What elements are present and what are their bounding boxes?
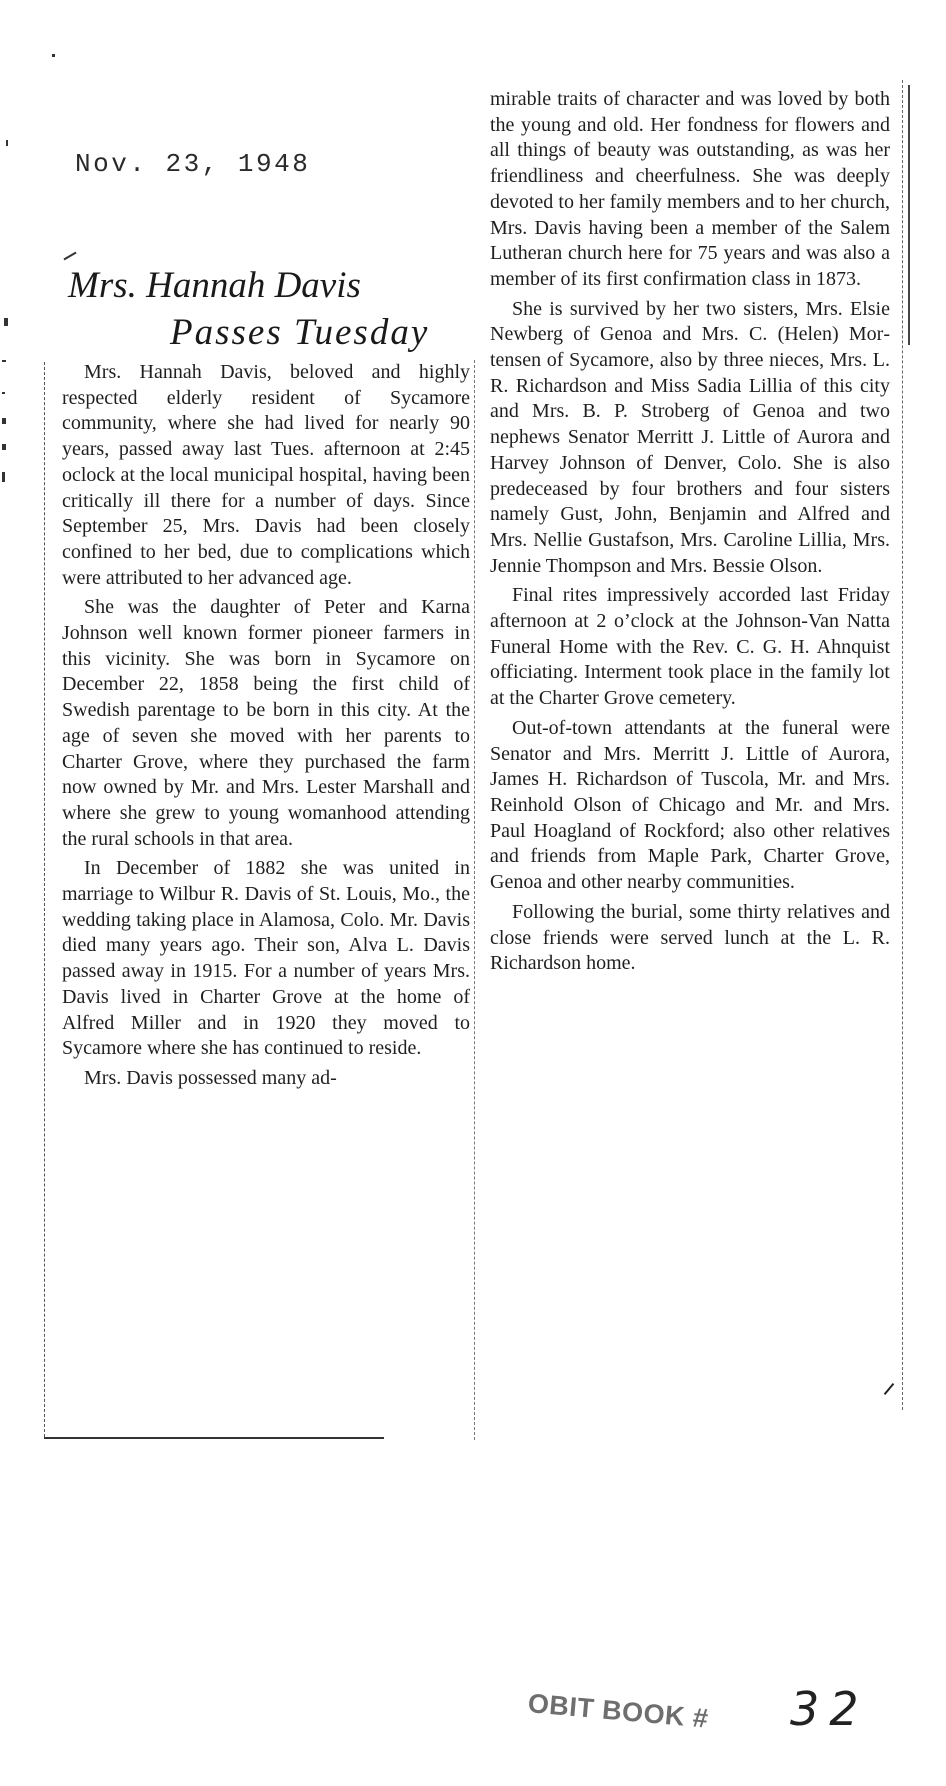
article-paragraph: Final rites impressively accorded last Friday afternoon at 2 o’clock at the Johnson-Van Natta Funeral Home with the Rev. C. G. H. Ahnquist officiating. Interment took place in the family lot at the Charter Grove cemetery. (490, 584, 890, 710)
scan-speck (2, 444, 6, 450)
article-paragraph: Mrs. Davis possessed many ad- (84, 1066, 337, 1089)
article-paragraph: She is survived by her two sisters, Mrs. Elsie Newberg of Genoa and Mrs. C. (Helen) Mortensen of Sycamore, also by three nieces, Mrs. L. R. Richardson and Miss Sadia Lillia of this city and Mrs. B. P. Stroberg of Genoa and two nephews Senator Merritt J. Little of Aurora and Harvey Johnson of Denver, Colo. She is also predeceased by four brothers and four sisters namely Gust, John, Benjamin and Alfred and Mrs. Nellie Gustafson, Mrs. Caroline Lillia, Mrs. Jennie Thompson and Mrs. Bessie Olson. (490, 297, 890, 577)
column-rule-right-heavy (908, 85, 910, 345)
article-paragraph: mirable traits of character and was loved by both the young and old. Her fondness for flowers and all things of beauty was outstanding, as was her friendliness and cheerfulness. She was deeply devoted to her family members and to her church, Mrs. Davis having been a member of the Salem Lutheran church here for 75 years and was also a member of its first confirmation class in 1873. (490, 88, 890, 290)
column-rule-bottom (44, 1437, 384, 1439)
article-paragraph: In December of 1882 she was united in marriage to Wilbur R. Davis of St. Louis, Mo., the wedding taking place in Alamosa, Colo. Mr. Davis died many years ago. Their son, Alva L. Davis passed away in 1915. For a number of years Mrs. Davis lived in Charter Grove at the home of Alfred Miller and in 1920 they moved to Sycamore where she has continued to reside. (62, 857, 470, 1060)
obit-book-stamp: OBIT BOOK # (526, 1688, 710, 1734)
clipping-date: Nov. 23, 1948 (75, 149, 311, 179)
handwritten-book-number: 32 (790, 1682, 869, 1736)
article-paragraph: Following the burial, some thirty relatives and close friends were served lunch at the L. R. Richardson home. (490, 900, 890, 975)
headline (60, 262, 480, 356)
scan-speck (2, 418, 6, 424)
headline-line-2: Passes Tuesday (170, 312, 430, 353)
column-rule-middle (474, 360, 475, 1440)
pen-tick-mark (63, 252, 76, 261)
article-paragraph: Mrs. Hannah Davis, beloved and highly respected elderly resident of Sycamore community, where she had lived for nearly 90 years, passed away last Tues. afternoon at 2:45 oclock at the local municipal hospital, having been critically ill there for a number of days. Since September 25, Mrs. Davis had been closely confined to her bed, due to complications which were attributed to her advanced age. (62, 361, 470, 589)
scan-speck (6, 140, 8, 146)
scan-speck (4, 318, 8, 326)
article-paragraph: She was the daughter of Peter and Karna Johnson well known former pioneer farmers in this vicinity. She was born in Sycamore on December 22, 1858 being the first child of Swedish parentage to be born in this city. At the age of seven she moved with her parents to Charter Grove, where they purchased the farm now owned by Mr. and Mrs. Lester Marshall and where she grew to young womanhood attending the rural schools in that area. (62, 596, 470, 850)
scan-speck (2, 472, 5, 482)
article-column-left (62, 360, 470, 1096)
pen-end-mark (884, 1383, 895, 1395)
scan-speck (2, 360, 6, 362)
scan-speck (2, 392, 5, 394)
headline-line-1: Mrs. Hannah Davis (68, 265, 361, 306)
column-rule-left (44, 362, 45, 1437)
scan-speck (52, 54, 55, 57)
column-rule-right (902, 80, 903, 1410)
article-paragraph: Out-of-town attendants at the funeral were Senator and Mrs. Merritt J. Little of Aurora, James H. Richardson of Tuscola, Mr. and Mrs. Reinhold Olson of Chicago and Mr. and Mrs. Paul Hoagland of Rockford; also other relatives and friends from Maple Park, Charter Grove, Genoa and other nearby communities. (490, 716, 890, 894)
article-column-right (490, 87, 890, 981)
